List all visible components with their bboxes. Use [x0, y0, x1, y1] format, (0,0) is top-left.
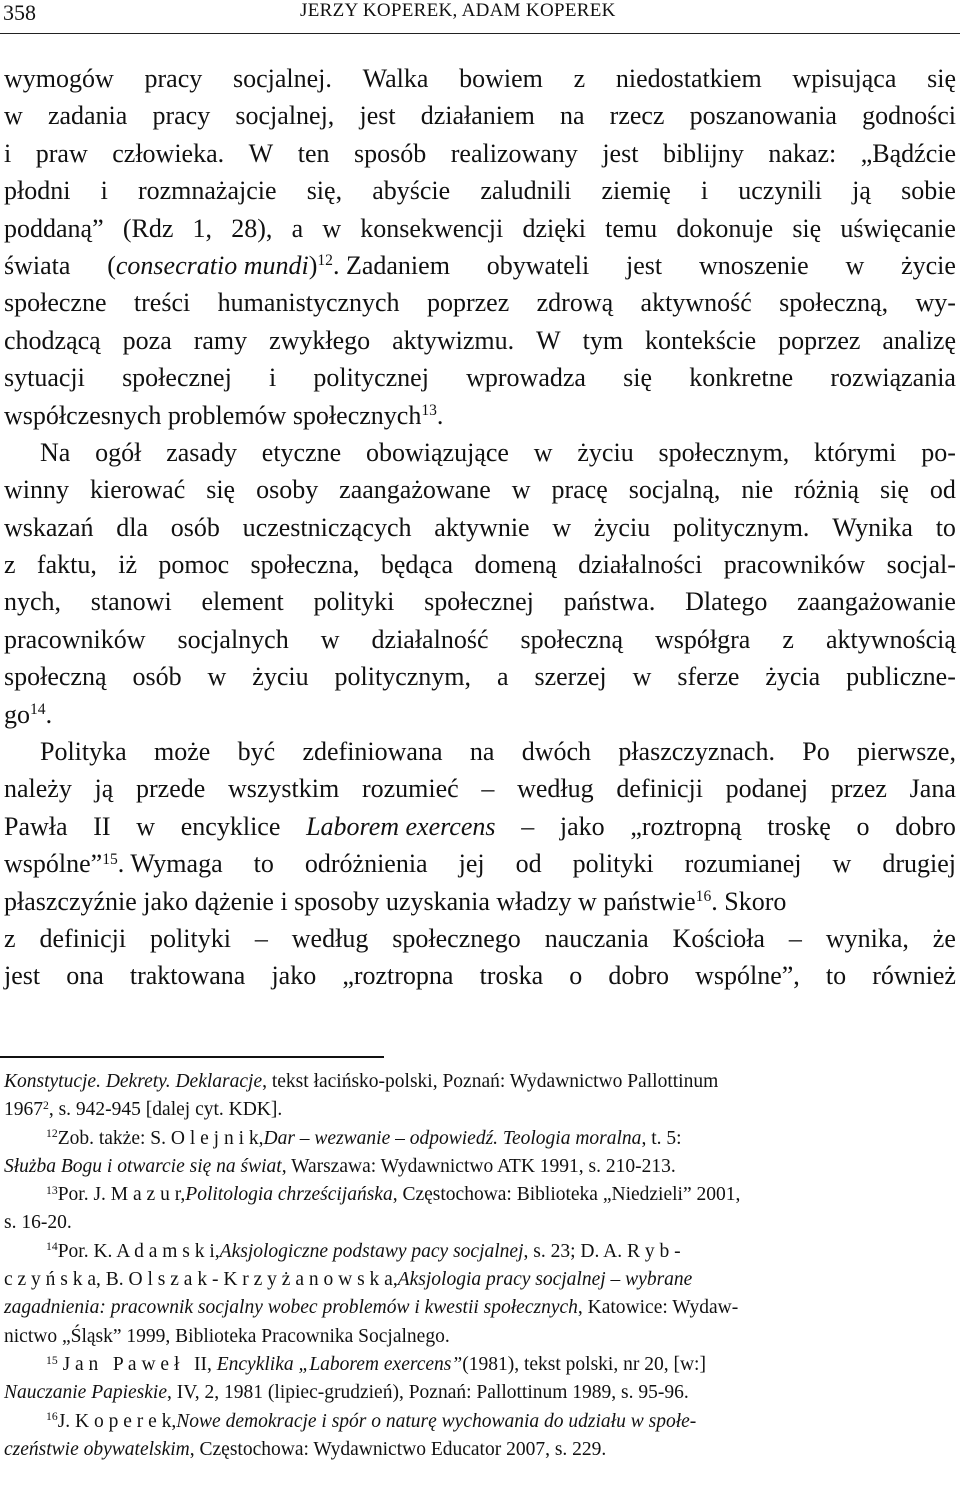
- word: zaludnili: [480, 176, 572, 206]
- word: polityki: [313, 587, 395, 617]
- word: pracowników: [723, 550, 866, 580]
- word: nych,: [4, 587, 62, 617]
- word: w: [552, 512, 572, 542]
- word: etyczne: [261, 437, 342, 467]
- word: różnią: [794, 475, 860, 505]
- word: praw: [35, 138, 88, 168]
- footnote-line: [4, 1181, 956, 1209]
- word: –: [521, 811, 535, 841]
- word: zwykłego: [269, 325, 371, 355]
- footnote-ref: 12: [317, 252, 333, 270]
- latin-phrase: consecratio mundi: [115, 250, 309, 280]
- word: rzecz: [609, 101, 665, 131]
- text-run: Konstytucje. Dekrety. Deklaracje, tekst łacińsko-polski, Poznań: Wydawnictwo Pallottinum: [4, 1071, 719, 1092]
- text-run: współczesnych problemów społecznych$^{13}$.: [4, 400, 444, 430]
- word: chodzącą: [4, 325, 101, 355]
- word: dwóch: [521, 737, 592, 767]
- text-run: s. 16-20.: [4, 1212, 72, 1234]
- word: płaszczyznach.: [618, 737, 775, 767]
- word: poprzez: [778, 325, 861, 355]
- word: socjalną,: [628, 475, 721, 505]
- word: –: [481, 774, 495, 804]
- word: wpisująca: [792, 64, 897, 93]
- word: traktowana: [129, 961, 246, 991]
- word: encyklice: [180, 811, 281, 841]
- text-line: [4, 359, 956, 396]
- footnote-line: [4, 1068, 956, 1096]
- word: obywateli: [486, 250, 590, 280]
- footnote-ref: 14: [30, 701, 46, 719]
- word: może: [153, 737, 211, 767]
- text-run: c z y ń s k a, B. O l s z a k - K r z y ż a n o w s k a,Aksjologia pracy socjalnej – wybrane: [4, 1269, 693, 1291]
- word: osoby: [256, 475, 319, 505]
- word: uświęcanie: [840, 213, 956, 243]
- text-run: zagadnienia: pracownik socjalny wobec problemów i kwestii społecznych, Katowice: Wydaw-: [4, 1297, 739, 1319]
- word: wspólne”,: [695, 961, 800, 991]
- word: godności: [862, 101, 956, 131]
- word: „roztropną: [630, 811, 742, 841]
- footnotes: [4, 1068, 956, 1464]
- word: rozwiązania: [830, 363, 956, 393]
- word: –: [788, 923, 802, 953]
- footnote-number: 14: [46, 1240, 58, 1254]
- word: z: [573, 64, 586, 93]
- word: W: [536, 325, 561, 355]
- word: jest: [626, 250, 663, 280]
- text-line: [4, 770, 956, 807]
- text-run: 1967$^2$, s. 942-945 [dalej cyt. KDK].: [4, 1098, 283, 1121]
- word: aktywizmu.: [392, 325, 515, 355]
- word: o: [569, 961, 583, 991]
- text-line: [4, 247, 956, 284]
- word: na: [469, 737, 495, 767]
- word: społecznej: [122, 363, 232, 393]
- main-text: [4, 60, 956, 995]
- word: i: [268, 363, 277, 393]
- word: politycznej: [313, 363, 429, 393]
- text-line: [4, 696, 956, 733]
- word: również: [872, 961, 956, 991]
- word: się: [792, 213, 822, 243]
- word: Na: [40, 437, 71, 467]
- word: w: [632, 662, 652, 692]
- word: życie: [901, 250, 956, 280]
- word: jako: [559, 811, 605, 841]
- text-run: $^{15}$ J a n P a w e ł II, Encyklika „Laborem exercens”(1981), tekst polski, nr 20, [w:]: [46, 1353, 706, 1375]
- word: aktywnością: [825, 624, 956, 654]
- word: II: [93, 811, 111, 841]
- word: się: [927, 64, 956, 93]
- text-line: [4, 621, 956, 658]
- header-rule: [0, 33, 960, 34]
- text-line: [4, 509, 956, 546]
- word: w: [320, 624, 340, 654]
- footnote-line: [4, 1209, 956, 1237]
- text-run: $^{16}$J. K o p e r e k,Nowe demokracje i spór o naturę wychowania do udziału w społe-: [46, 1410, 697, 1432]
- word: społeczną: [520, 624, 624, 654]
- word: zdefiniowana: [302, 737, 443, 767]
- word: człowieka.: [112, 138, 225, 168]
- word: politycznym.: [672, 512, 810, 542]
- word: będąca: [380, 550, 454, 580]
- word: socjalnych: [177, 624, 289, 654]
- text-line: [4, 210, 956, 247]
- word: rozumieć: [361, 774, 459, 804]
- footnote-line: [4, 1351, 956, 1379]
- word: z: [4, 550, 16, 580]
- word: i: [100, 176, 108, 206]
- footnote-line: [4, 1125, 956, 1153]
- word: ją: [852, 176, 871, 206]
- word: iż: [118, 550, 137, 580]
- word: aktywnie: [434, 512, 530, 542]
- word: Pawła: [4, 811, 68, 841]
- text-line: [4, 658, 956, 695]
- word: konsekwencji: [360, 213, 504, 243]
- word: definicji: [616, 774, 703, 804]
- word: nauczania: [544, 923, 649, 953]
- word: od: [929, 475, 956, 505]
- word: wspólne”$^{15}$. Wymaga: [4, 849, 223, 879]
- word: aktywność: [640, 288, 752, 318]
- word: ten: [297, 138, 330, 168]
- word: obowiązujące: [366, 437, 509, 467]
- word: według: [517, 774, 594, 804]
- word: społeczna,: [250, 550, 360, 580]
- word: konkretne: [689, 363, 794, 393]
- word: bowiem: [459, 64, 543, 93]
- footnote-number: 16: [46, 1410, 58, 1424]
- word: pierwsze,: [857, 737, 956, 767]
- word: wynika,: [825, 923, 909, 953]
- word: wymogów: [4, 64, 114, 93]
- word: dla: [116, 512, 149, 542]
- word: (consecratio mundi)$^{12}$. Zadaniem: [107, 250, 450, 280]
- word: społecznego: [392, 923, 521, 953]
- word: ziemię: [601, 176, 671, 206]
- word: tym: [582, 325, 624, 355]
- word: (Rdz: [122, 213, 174, 243]
- word: Dlatego: [685, 587, 768, 617]
- text-line: [4, 284, 956, 321]
- word: temu: [605, 213, 658, 243]
- footnote-line: [4, 1436, 956, 1464]
- word: abyście: [372, 176, 451, 206]
- word: w: [136, 811, 156, 841]
- word: Walka: [362, 64, 429, 93]
- word: jest: [359, 101, 396, 131]
- word: to: [825, 961, 847, 991]
- word: poszanowania: [689, 101, 837, 131]
- footnote-number: 15: [46, 1353, 58, 1367]
- footnote-number: 12: [46, 1127, 58, 1141]
- text-run: $go^{14}$.: [4, 699, 53, 729]
- text-line: [4, 434, 956, 471]
- word: sferze: [677, 662, 740, 692]
- word: socjalnej.: [232, 64, 332, 93]
- text-line: [4, 546, 956, 583]
- text-line: [4, 808, 956, 845]
- footnote-line: [4, 1323, 956, 1351]
- footnote-line: [4, 1379, 956, 1407]
- word: w: [207, 662, 227, 692]
- word: wszystkim: [228, 774, 340, 804]
- word: dobro: [608, 961, 669, 991]
- word: zasady: [166, 437, 237, 467]
- word: zaangażowanie: [797, 587, 956, 617]
- footnote-ref: 15: [102, 850, 118, 868]
- word: w: [845, 250, 865, 280]
- word: wskazań: [4, 512, 94, 542]
- word: realizowany: [450, 138, 578, 168]
- word: a: [291, 213, 304, 243]
- word: według: [291, 923, 369, 953]
- word: i: [4, 138, 12, 168]
- word: osób: [170, 512, 220, 542]
- text-line: [4, 97, 956, 134]
- word: humanistycznych: [217, 288, 400, 318]
- word: społeczne: [4, 288, 107, 318]
- word: życiu: [577, 437, 634, 467]
- word: kierować: [89, 475, 186, 505]
- word: w: [511, 475, 531, 505]
- word: analizę: [882, 325, 956, 355]
- word: to: [935, 512, 956, 542]
- word: życiu: [252, 662, 309, 692]
- text-line: [4, 135, 956, 172]
- word: osób: [132, 662, 182, 692]
- word: Jana: [909, 774, 956, 804]
- word: troskę: [767, 811, 831, 841]
- running-head: JERZY KOPEREK, ADAM KOPEREK: [300, 0, 616, 21]
- text-line: [4, 920, 956, 957]
- word: którymi: [814, 437, 897, 467]
- word: należy: [4, 774, 72, 804]
- word: państwa.: [563, 587, 656, 617]
- word: się,: [306, 176, 343, 206]
- word: działalności: [578, 550, 703, 580]
- word: Polityka: [40, 737, 127, 767]
- word: polityki: [572, 849, 654, 879]
- word: winny: [4, 475, 69, 505]
- word: jako: [271, 961, 317, 991]
- word: uczestniczących: [242, 512, 412, 542]
- footnote-rule: [0, 1056, 384, 1058]
- word: współgra: [655, 624, 751, 654]
- word: świata: [4, 250, 71, 280]
- footnote-line: [4, 1408, 956, 1436]
- word: ogół: [95, 437, 142, 467]
- word: z: [4, 923, 16, 953]
- word: W: [248, 138, 274, 168]
- text-line: [4, 172, 956, 209]
- word: jest: [4, 961, 41, 991]
- word: rozmnażajcie: [137, 176, 277, 206]
- word: dokonuje: [676, 213, 774, 243]
- text-line: [4, 957, 956, 994]
- word: troska: [479, 961, 544, 991]
- word: kontekście: [645, 325, 757, 355]
- text-line: [4, 322, 956, 359]
- word: się: [623, 363, 653, 393]
- word: na: [559, 101, 585, 131]
- page-number: 358: [3, 0, 36, 25]
- word: biblijny: [662, 138, 744, 168]
- word: pracy: [144, 64, 203, 93]
- text-line: [4, 471, 956, 508]
- word: treści: [133, 288, 191, 318]
- word: pomoc: [158, 550, 230, 580]
- word: w: [533, 437, 553, 467]
- word: że: [932, 923, 956, 953]
- footnote-ref: 16: [695, 888, 712, 906]
- word: zaangażowane: [339, 475, 491, 505]
- word: ją: [94, 774, 114, 804]
- word: od: [515, 849, 542, 879]
- word: podanej: [725, 774, 808, 804]
- word: szerzej: [534, 662, 607, 692]
- word: zdrową: [536, 288, 614, 318]
- text-run: czeństwie obywatelskim, Częstochowa: Wydawnictwo Educator 2007, s. 229.: [4, 1438, 607, 1460]
- word: poprzez: [426, 288, 510, 318]
- word: rozumianej: [684, 849, 802, 879]
- text-run: $^{14}$Por. K. A d a m s k i,Aksjologiczne podstawy pacy socjalnej, s. 23; D. A. R y b -: [46, 1240, 681, 1262]
- word: 28),: [231, 213, 273, 243]
- word: Po: [802, 737, 830, 767]
- word: dzięki: [522, 213, 586, 243]
- word: nie: [741, 475, 774, 505]
- word: element: [201, 587, 284, 617]
- word: poza: [122, 325, 172, 355]
- word: definicji: [39, 923, 127, 953]
- word: polityki: [150, 923, 231, 953]
- word: 1,: [192, 213, 213, 243]
- word: domeną: [474, 550, 557, 580]
- word: a: [496, 662, 509, 692]
- word: ramy: [193, 325, 248, 355]
- text-run: Nauczanie Papieskie, IV, 2, 1981 (lipiec-grudzień), Poznań: Pallottinum 1989, s. 95-96.: [4, 1382, 689, 1404]
- footnote-line: [4, 1153, 956, 1181]
- word: jest: [602, 138, 639, 168]
- word: pracy: [152, 101, 211, 131]
- word: płodni: [4, 176, 71, 206]
- text-line: [4, 845, 956, 882]
- text-run: nictwo „Śląsk” 1999, Biblioteka Pracownika Socjalnego.: [4, 1325, 450, 1347]
- word: społeczną: [4, 662, 107, 692]
- word: odróżnienia: [304, 849, 428, 879]
- footnote-line: [4, 1096, 956, 1124]
- word: o: [856, 811, 870, 841]
- word: społecznej: [424, 587, 534, 617]
- word: Wynika: [832, 512, 913, 542]
- word: przez: [830, 774, 887, 804]
- text-run: $^{12}$Zob. także: S. O l e j n i k,Dar – wezwanie – odpowiedź. Teologia moralna, t. 5:: [46, 1127, 682, 1149]
- word: przede: [136, 774, 206, 804]
- word: –: [254, 923, 268, 953]
- word: społeczną,: [779, 288, 889, 318]
- word: drugiej: [882, 849, 956, 879]
- footnote-line: [4, 1266, 956, 1294]
- word: być: [237, 737, 276, 767]
- word: socjal-: [886, 550, 956, 580]
- text-line: [4, 733, 956, 770]
- footnote-line: [4, 1238, 956, 1266]
- word: i: [700, 176, 709, 206]
- word: w: [832, 849, 852, 879]
- word: pracowników: [4, 624, 146, 654]
- text-run: Służba Bogu i otwarcie się na świat, Warszawa: Wydawnictwo ATK 1991, s. 210-213.: [4, 1155, 676, 1177]
- word: społecznym,: [658, 437, 790, 467]
- word: sytuacji: [4, 363, 85, 393]
- word: poddaną”: [4, 213, 104, 243]
- word: działalność: [371, 624, 489, 654]
- word: „roztropna: [342, 961, 454, 991]
- word: jej: [458, 849, 485, 879]
- word: z: [782, 624, 794, 654]
- word: to: [253, 849, 274, 879]
- word: działaniem: [420, 101, 535, 131]
- footnote-ref: 13: [421, 401, 437, 419]
- word: stanowi: [90, 587, 172, 617]
- word: „Bądźcie: [860, 138, 956, 168]
- footnote-line: [4, 1294, 956, 1322]
- word: sobie: [901, 176, 956, 206]
- word: w: [4, 101, 23, 131]
- word: dobro: [895, 811, 956, 841]
- word: publiczne-: [846, 662, 956, 692]
- text-line: [4, 60, 956, 97]
- word: uczynili: [738, 176, 823, 206]
- text-line: [4, 583, 956, 620]
- word: sposób: [354, 138, 427, 168]
- word: ona: [66, 961, 104, 991]
- word: faktu,: [36, 550, 97, 580]
- word: życia: [765, 662, 821, 692]
- word: w: [322, 213, 342, 243]
- word: niedostatkiem: [615, 64, 762, 93]
- word: się: [206, 475, 236, 505]
- word: po-: [921, 437, 956, 467]
- text-line: [4, 883, 956, 920]
- word: nakaz:: [768, 138, 837, 168]
- word: się: [880, 475, 909, 505]
- word: wnoszenie: [698, 250, 809, 280]
- page-header: [0, 0, 960, 34]
- word: Kościoła: [672, 923, 765, 953]
- word: wprowadza: [466, 363, 586, 393]
- word: życiu: [593, 512, 651, 542]
- word: wy-: [915, 288, 956, 318]
- word: pracę: [551, 475, 608, 505]
- text-run: $^{13}$Por. J. M a z u r,Politologia chrześcijańska, Częstochowa: Biblioteka „Niedzieli” 2001,: [46, 1183, 741, 1206]
- word: zadania: [47, 101, 128, 131]
- word: socjalnej,: [235, 101, 335, 131]
- word: politycznym,: [334, 662, 472, 692]
- encyclical-title: Laborem exercens: [306, 811, 496, 841]
- text-line: [4, 397, 956, 434]
- text-run: płaszczyźnie jako dążenie i sposoby uzyskania władzy w państwie$^{16}$. Skoro: [4, 886, 787, 916]
- footnote-number: 13: [46, 1183, 58, 1197]
